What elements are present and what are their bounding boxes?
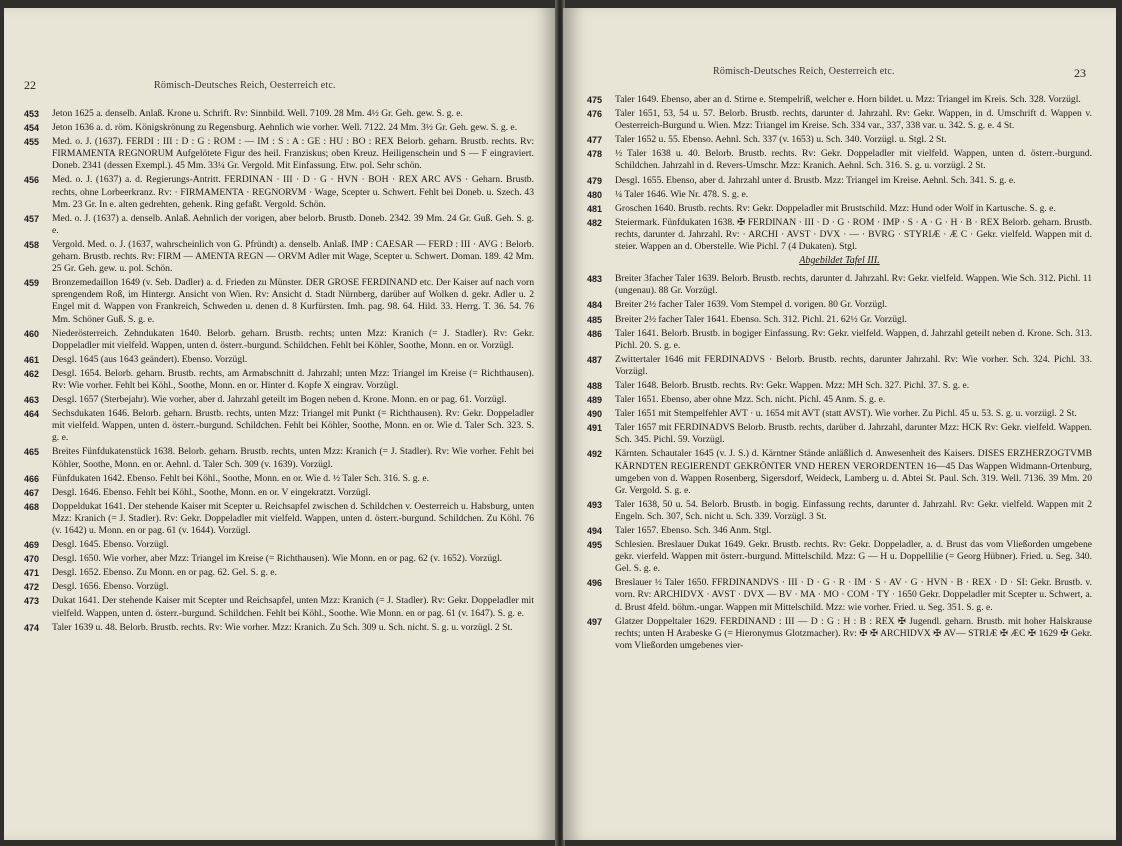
entry-number: 458 xyxy=(24,239,40,250)
entry-text: Desgl. 1646. Ebenso. Fehlt bei Köhl., Soothe, Monn. en or. V eingekratzt. Vorzügl. xyxy=(52,486,371,498)
entry-text: Taler 1651 mit Stempelfehler AVT · u. 1654 mit AVT (statt AVST). Wie vorher. Zu Pichl. 45 u. 53. S. g. u. vorzügl. 2 St. xyxy=(615,408,1077,420)
catalog-entry xyxy=(587,525,1092,537)
catalog-entry xyxy=(24,354,534,366)
right-page xyxy=(563,8,1116,840)
catalog-entry xyxy=(24,108,534,120)
entry-text: Kärnten. Schautaler 1645 (v. J. S.) d. Kärntner Stände anläßlich d. Anwesenheit des Kaisers. DISES ERZHERZOGTVMB KÄRNDTEN REGIERENDT GEKRÖNTER VND HEREN VERORDENTEN 16—45 Das Wappen Widmann-Ortenburg, umgeben von d. Wappen Rosenberg, Sigersdorf, Weideck, Lamberg u. d. Abtei St. Paul. Sch. 319. Well. 7136. 39 Mm. 20 Gr. Vergold. S. g. e. xyxy=(615,448,1092,496)
catalog-entry xyxy=(587,217,1092,253)
entry-text: Taler 1649. Ebenso, aber an d. Stirne e. Stempelriß, welcher e. Horn bildet. u. Mzz: Triangel im Kreis. Sch. 328. Vorzügl. xyxy=(615,94,1081,105)
entry-text: Desgl. 1645. Ebenso. Vorzügl. xyxy=(52,539,169,551)
entry-number: 465 xyxy=(24,447,40,458)
entry-text: Sechsdukaten 1646. Belorb. geharn. Brustb. rechts, unten Mzz: Triangel mit Punkt (= Richthausen). Rv: Gekr. Doppeladler mit vielfeld. Wappen, unten d. österr.-burgund. Schildchen. Fehlt bei Köhler, Soothe, Monn. en or. Wie d. Taler Sch. 323. S. g. e. xyxy=(52,408,534,444)
entry-number: 481 xyxy=(587,203,603,214)
catalog-entry xyxy=(587,108,1092,132)
entry-group-bottom xyxy=(587,273,1092,652)
catalog-entry xyxy=(587,408,1092,420)
catalog-entry xyxy=(24,595,534,619)
entry-text: Taler 1639 u. 48. Belorb. Brustb. rechts. Rv: Wie vorher. Mzz: Kranich. Zu Sch. 309 u. Sch. nicht. S. g. u. vorzügl. 2 St. xyxy=(52,621,513,633)
entry-number: 459 xyxy=(24,278,40,289)
catalog-entry xyxy=(587,380,1092,392)
catalog-entry xyxy=(24,446,534,470)
catalog-entry xyxy=(587,328,1092,352)
entry-number: 464 xyxy=(24,409,40,420)
entry-number: 489 xyxy=(587,395,603,406)
entry-number: 454 xyxy=(24,123,40,134)
entry-number: 482 xyxy=(587,217,603,228)
entry-text: Bronzemedaillon 1649 (v. Seb. Dadler) a. d. Frieden zu Münster. DER GROSE FERDINAND etc. Der Kaiser auf nach vorn sprengendem Roß, im Hintergr. Ansicht von Wien. Rv: Ansicht d. Stadt Nürnberg, darüber auf Wolken d. gekr. Adler u. 2 Engel mit d. Wappen von Frankreich, Schweden u. denen d. 8 Kurfürsten. Imh. pag. 98. 64. Hild. 33. Herrg. T. 36. 54. 76 Mm. Schöner Guß. S. g. e. xyxy=(52,277,534,325)
catalog-entry xyxy=(24,368,534,392)
entry-number: 463 xyxy=(24,395,40,406)
entry-text: Taler 1641. Belorb. Brustb. in bogiger Einfassung. Rv: Gekr. vielfeld. Wappen, d. Jahrzahl geteilt neben d. Krone. Sch. 313. Pichl. 20. S. g. e. xyxy=(615,327,1092,351)
entry-number: 484 xyxy=(587,300,603,311)
entry-number: 490 xyxy=(587,409,603,420)
catalog-entry xyxy=(587,134,1092,146)
catalog-entry xyxy=(24,487,534,499)
entry-number: 467 xyxy=(24,487,40,498)
entry-number: 455 xyxy=(24,137,40,148)
left-page xyxy=(4,8,557,840)
entry-text: Zwittertaler 1646 mit FERDINADVS · Belorb. Brustb. rechts, darunter Jahrzahl. Rv: Wie vorher. Sch. 324. Pichl. 33. Vorzügl. xyxy=(615,353,1092,377)
entry-text: ¼ Taler 1646. Wie Nr. 478. S. g. e. xyxy=(615,188,749,200)
catalog-entry xyxy=(587,448,1092,496)
catalog-entry xyxy=(24,622,534,634)
catalog-entry xyxy=(24,553,534,565)
entry-text: Desgl. 1652. Ebenso. Zu Monn. en or pag. 62. Gel. S. g. e. xyxy=(52,567,277,579)
entry-text: Desgl. 1654. Belorb. geharn. Brustb. rechts, am Armabschnitt d. Jahrzahl; unten Mzz: Triangel im Kreise (= Richthausen). Rv: Wie vorher. Fehlt bei Köhl., Soothe, Monn. en or. Hinter d. Kopfe X eingrav. Vorzügl. xyxy=(52,367,534,391)
entry-number: 453 xyxy=(24,109,40,119)
catalog-entry xyxy=(24,539,534,551)
catalog-entry xyxy=(24,581,534,593)
catalog-entry xyxy=(587,203,1092,215)
entry-number: 496 xyxy=(587,578,603,589)
entry-text: Dukat 1641. Der stehende Kaiser mit Scepter und Reichsapfel, unten Mzz: Kranich (= J. Stadler). Rv: Gekr. Doppeladler mit vielfeld. Wappen, unten d. österr.-burgund. Schildchen. Fehlt bei Köhl., Soothe. Wie Monn. en or pag. 61 (v. 1647). S. g. e. xyxy=(52,595,534,619)
catalog-entry xyxy=(587,148,1092,172)
entry-number: 492 xyxy=(587,449,603,460)
catalog-entry xyxy=(587,273,1092,297)
entry-text: Med. o. J. (1637) a. denselb. Anlaß. Aehnlich der vorigen, aber belorb. Brustb. Doneb. 2342. 39 Mm. 24 Gr. Guß. Geh. S. g. e. xyxy=(52,212,534,236)
catalog-entry xyxy=(24,277,534,325)
entry-number: 477 xyxy=(587,135,603,146)
entry-number: 472 xyxy=(24,582,40,593)
entry-number: 483 xyxy=(587,274,603,285)
catalog-entry xyxy=(24,174,534,210)
entry-number: 457 xyxy=(24,213,40,224)
entry-text: Breslauer ½ Taler 1650. FFRDINANDVS · III · D · G · R · IM · S · AV · G · HVN · B · REX · D · SI: Gekr. Brustb. v. vorn. Rv: ARCHIDVX · AVST · DVX — BV · MA · MO · COM · TY · 1650 Gekr. Doppeladler mit Scepter u. Schwert, a. d. Brust 4feld. böhm.-ungar. Wappen mit Mittelschild. Mzz: wie vorher. Fried. u. Seg. 351. S. g. e. xyxy=(615,577,1092,613)
catalog-entry xyxy=(587,499,1092,523)
entry-number: 478 xyxy=(587,149,603,160)
catalog-entry xyxy=(587,175,1092,187)
entry-text: Breites Fünfdukatenstück 1638. Belorb. geharn. Brustb. rechts, unten Mzz: Kranich (= J. Stadler). Rv: Wie vorher. Fehlt bei Köhler, Soothe, Monn. en or. Aehnl. d. Taler Sch. 309 (v. 1639). Vorzügl. xyxy=(52,446,534,470)
entry-number: 493 xyxy=(587,499,603,510)
entry-text: Breiter 2½ facher Taler 1639. Vom Stempel d. vorigen. 80 Gr. Vorzügl. xyxy=(615,299,888,311)
entry-number: 497 xyxy=(587,616,603,627)
catalog-entry xyxy=(24,122,534,134)
plate-caption: Abgebildet Tafel III. xyxy=(799,255,880,267)
catalog-entry xyxy=(24,408,534,444)
entry-text: Groschen 1640. Brustb. rechts. Rv: Gekr. Doppeladler mit Brustschild. Mzz: Hund oder Wolf in Kartusche. S. g. e. xyxy=(615,202,1056,214)
entry-text: Taler 1657. Ebenso. Sch. 346 Anm. Stgl. xyxy=(615,525,772,536)
entry-text: Taler 1648. Belorb. Brustb. rechts. Rv: Gekr. Wappen. Mzz: MH Sch. 327. Pichl. 37. S. g. e. xyxy=(615,379,970,391)
entry-number: 469 xyxy=(24,540,40,551)
catalog-entry xyxy=(587,394,1092,406)
catalog-entry xyxy=(587,314,1092,326)
entry-text: Desgl. 1650. Wie vorher, aber Mzz: Triangel im Kreise (= Richthausen). Wie Monn. en or pag. 62 (v. 1652). Vorzügl. xyxy=(52,553,503,565)
entry-text: Schlesien. Breslauer Dukat 1649. Gekr. Brustb. rechts. Rv: Gekr. Doppeladler, a. d. Brust das vom Vließorden umgebene gekr. vierfeld. Wappen mit österr.-burgund. Mittelschild. Mzz: G — H u. Doppellilie (= Georg Hübner). Fried. u. Seg. 340. Gel. S. g. e. xyxy=(615,539,1092,575)
catalog-entry xyxy=(24,473,534,485)
entry-text: Fünfdukaten 1642. Ebenso. Fehlt bei Köhl., Soothe, Monn. en or. Wie d. ½ Taler Sch. 316. S. g. e. xyxy=(52,472,429,484)
entry-number: 468 xyxy=(24,501,40,512)
catalog-entry xyxy=(24,501,534,537)
entry-text: Niederösterreich. Zehndukaten 1640. Belorb. geharn. Brustb. rechts; unten Mzz: Kranich (= J. Stadler). Rv: Gekr. Doppeladler mit vielfeld. Wappen, unten d. österr.-burgund. Schildchen. Fehlt bei Köhler, Soothe, Monn. en or. Vorzügl. xyxy=(52,327,534,351)
entry-number: 495 xyxy=(587,540,603,551)
entry-number: 479 xyxy=(587,175,603,186)
entry-number: 462 xyxy=(24,368,40,379)
entry-text: Desgl. 1655. Ebenso, aber d. Jahrzahl unter d. Brustb. Mzz: Triangel im Kreise. Aehnl. Sch. 341. S. g. e. xyxy=(615,174,1016,186)
page-number-right: 23 xyxy=(1074,66,1086,80)
entry-list-left xyxy=(24,108,534,636)
entry-text: Taler 1657 mit FERDINADVS Belorb. Brustb. rechts, darüber d. Jahrzahl, darunter Mzz: HCK Rv: Gekr. vielfeld. Wappen. Sch. 345. Pichl. 59. Vorzügl. xyxy=(615,422,1092,446)
entry-number: 491 xyxy=(587,423,603,434)
entry-text: Taler 1651. Ebenso, aber ohne Mzz. Sch. nicht. Pichl. 45 Anm. S. g. e. xyxy=(615,394,886,406)
catalog-entry xyxy=(587,577,1092,613)
entry-text: Med. o. J. (1637) a. d. Regierungs-Antritt. FERDINAN · III · D · G · HVN · BOH · REX ARC AVS · Geharn. Brustb. rechts, ohne Lorbeerkranz. Rv: · FIRMAMENTA · REGNORVM · Wage, Scepter u. Schwert. Fehlt bei Doneb. u. Szech. 43 Mm. 23 Gr. In e. alten gedrehten, gehenk. Ring gefaßt. Vergold. Schön. xyxy=(52,174,534,210)
entry-text: ½ Taler 1638 u. 40. Belorb. Brustb. rechts. Rv: Gekr. Doppeladler mit vielfeld. Wappen, unten d. österr.-burgund. Schildchen. Jahrzahl in d. Revers-Umschr. Mzz: Kranich. Aehnl. Sch. 316. S. g. u. vorzügl. 2 St. xyxy=(615,148,1092,172)
entry-text: Breiter 3facher Taler 1639. Belorb. Brustb. rechts, darunter d. Jahrzahl. Rv: Gekr. vielfeld. Wappen. Wie Sch. 312. Pichl. 11 (ungenau). 88 Gr. Vorzügl. xyxy=(615,273,1092,297)
catalog-entry xyxy=(24,213,534,237)
entry-list-right xyxy=(587,94,1092,654)
catalog-entry xyxy=(24,567,534,579)
catalog-entry xyxy=(587,94,1092,106)
entry-number: 486 xyxy=(587,328,603,339)
catalog-entry xyxy=(24,136,534,172)
entry-number: 480 xyxy=(587,189,603,200)
entry-number: 456 xyxy=(24,175,40,186)
page-number-left: 22 xyxy=(24,78,36,92)
entry-text: Jeton 1625 a. denselb. Anlaß. Krone u. Schrift. Rv: Sinnbild. Well. 7109. 28 Mm. 4½ Gr. Geh. gew. S. g. e. xyxy=(52,108,463,119)
entry-group-top xyxy=(587,94,1092,253)
entry-number: 470 xyxy=(24,554,40,565)
entry-text: Med. o. J. (1637). FERDI : III : D : G : ROM : — IM : S : A : GE : HU : BO : REX Belorb. geharn. Brustb. rechts. Rv: FIRMAMENTA REGNORUM Aufgelötete Figur des heil. Franziskus; oben Kreuz. Heiligenschein und S — F eingraviert. Doneb. 2341 (dessen Exempl.). 45 Mm. 33¼ Gr. Vergold. Mit Einfassung. Etw. pol. Sehr schön. xyxy=(52,136,534,172)
entry-text: Desgl. 1645 (aus 1643 geändert). Ebenso. Vorzügl. xyxy=(52,353,248,365)
catalog-entry xyxy=(587,539,1092,575)
catalog-entry xyxy=(24,328,534,352)
catalog-entry xyxy=(587,354,1092,378)
catalog-entry xyxy=(587,299,1092,311)
entry-text: Glatzer Doppeltaler 1629. FERDINAND : III — D : G : H : B : REX ✠ Jugendl. geharn. Brustb. mit hoher Halskrause rechts; unten H Arabeske G (= Hieronymus Glotzmacher). Rv: ✠ ✠ ARCHIDVX ✠ AV— STRIÆ ✠ ÆC ✠ 1629 ✠ Gekr. vom Vließorden umgebenes vier- xyxy=(615,615,1092,651)
catalog-entry xyxy=(587,616,1092,652)
catalog-entry xyxy=(587,189,1092,201)
entry-number: 494 xyxy=(587,526,603,536)
entry-number: 487 xyxy=(587,354,603,365)
running-head-right: Römisch-Deutsches Reich, Oesterreich etc. xyxy=(713,66,895,77)
catalog-entry xyxy=(24,239,534,275)
entry-text: Taler 1638, 50 u. 54. Belorb. Brustb. in bogig. Einfassung rechts, darunter d. Jahrzahl. Rv: Gekr. vielfeld. Wappen mit 2 Engeln. Sch. 307, Sch. nicht u. Sch. 339. Vorzügl. 3 St. xyxy=(615,498,1092,522)
running-head-left: Römisch-Deutsches Reich, Oesterreich etc. xyxy=(154,80,336,91)
entry-number: 488 xyxy=(587,380,603,391)
entry-text: Desgl. 1657 (Sterbejahr). Wie vorher, aber d. Jahrzahl geteilt im Bogen neben d. Krone. Monn. en or pag. 61. Vorzügl. xyxy=(52,394,507,406)
entry-number: 466 xyxy=(24,473,40,484)
entry-text: Taler 1651, 53, 54 u. 57. Belorb. Brustb. rechts, darunter d. Jahrzahl. Rv: Gekr. Wappen, in d. Umschrift d. Wappen v. Oesterreich-Burgund u. Wien. Mzz: Triangel im Kreise. Sch. 334 var., 337, 338 var. u. 342. S. g. e. 4 St. xyxy=(615,108,1092,132)
entry-number: 473 xyxy=(24,596,40,607)
entry-number: 475 xyxy=(587,95,603,105)
entry-number: 485 xyxy=(587,314,603,325)
entry-text: Taler 1652 u. 55. Ebenso. Aehnl. Sch. 337 (v. 1653) u. Sch. 340. Vorzügl. u. Stgl. 2 St. xyxy=(615,134,947,146)
entry-number: 474 xyxy=(24,622,40,633)
entry-text: Jeton 1636 a. d. röm. Königskrönung zu Regensburg. Aehnlich wie vorher. Well. 7122. 24 Mm. 3½ Gr. Geh. gew. S. g. e. xyxy=(52,122,518,134)
entry-number: 461 xyxy=(24,354,40,365)
entry-text: Breiter 2½ facher Taler 1641. Ebenso. Sch. 312. Pichl. 21. 62½ Gr. Vorzügl. xyxy=(615,313,907,325)
entry-number: 471 xyxy=(24,568,40,579)
entry-number: 460 xyxy=(24,328,40,339)
entry-text: Doppeldukat 1641. Der stehende Kaiser mit Scepter u. Reichsapfel zwischen d. Schildchen v. Oesterreich u. Habsburg, unten Mzz: Kranich (= J. Stadler). Rv: Gekr. Doppeladler mit vielfeld. Wappen, unten d. österr.-burgund. Schildchen. Zu Köhl. 76 (v. 1642) u. Monn. en or pag. 61 (v. 1644). Vorzügl. xyxy=(52,500,534,536)
catalog-entry xyxy=(587,422,1092,446)
catalog-entry xyxy=(24,394,534,406)
entry-text: Desgl. 1656. Ebenso. Vorzügl. xyxy=(52,581,169,593)
entry-number: 476 xyxy=(587,109,603,120)
entry-text: Steiermark. Fünfdukaten 1638. ✠ FERDINAN · III · D · G · ROM · IMP · S · A · G · H · B · REX Belorb. geharn. Brustb. rechts, darunter d. Jahrzahl. Rv: · ARCHI · AVST · DVX · — · BVRG · STYRIÆ · Æ C · Gekr. vielfeld. Wappen mit d. steier. Wappen an d. Oberstelle. Wie Pichl. 7 (4 Dukaten). Stgl. xyxy=(615,216,1092,253)
entry-text: Vergold. Med. o. J. (1637, wahrscheinlich von G. Pfründt) a. denselb. Anlaß. IMP : CAESAR — FERD : III · AVG : Belorb. geharn. Brustb. rechts. Rv: FIRM — AMENTA REGN — ORVM Adler mit Wage, Scepter u. Schwert. Doman. 189. 42 Mm. 25 Gr. Geh. gew. u. pol. Schön. xyxy=(52,238,534,275)
